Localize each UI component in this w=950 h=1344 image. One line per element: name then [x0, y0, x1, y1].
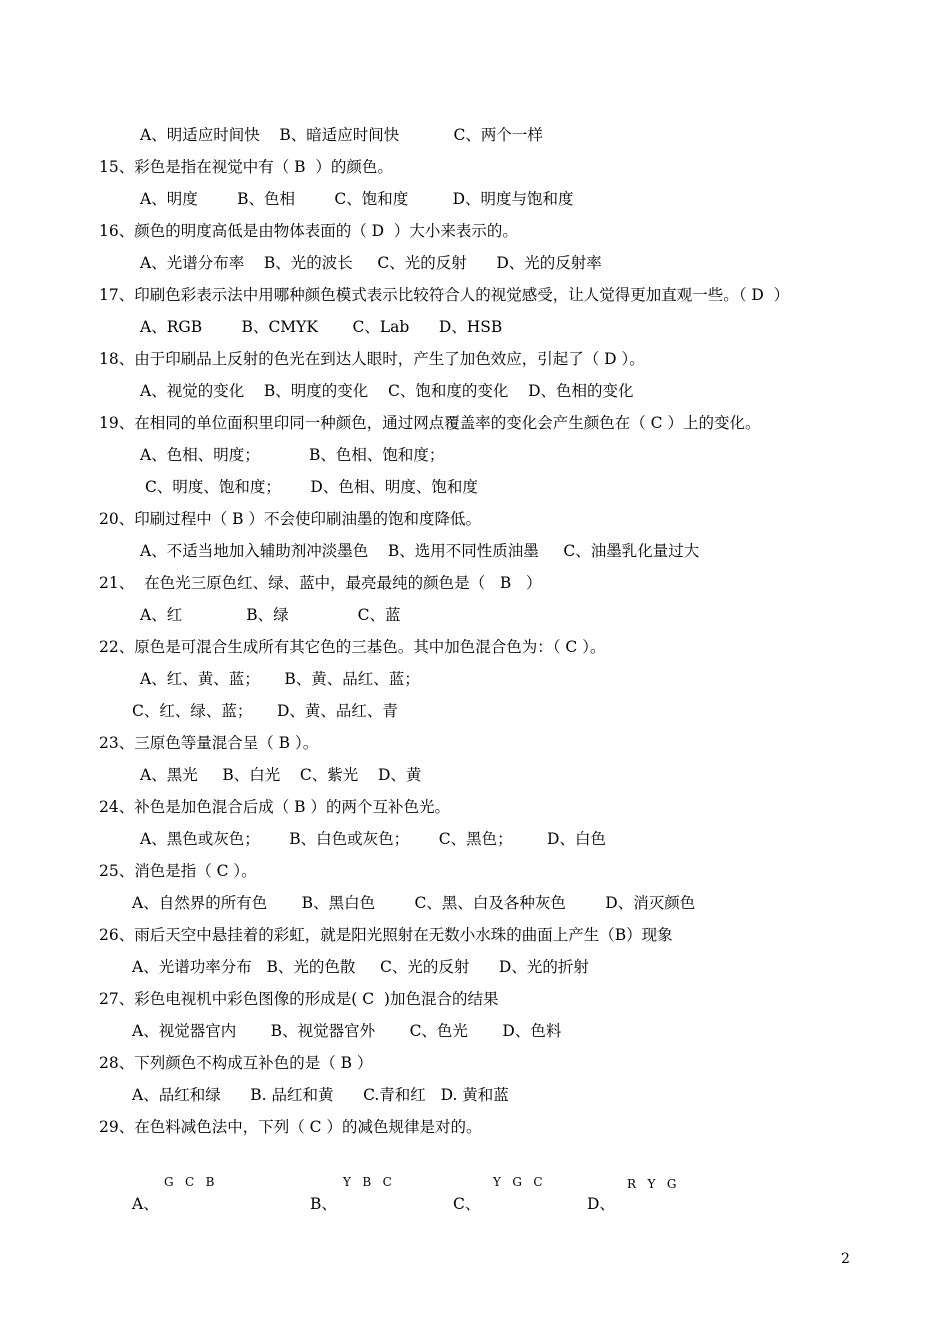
q23-options: A、黑光 B、白光 C、紫光 D、黄: [140, 766, 422, 784]
question-26: 26、雨后天空中悬挂着的彩虹，就是阳光照射在无数小水珠的曲面上产生（B）现象: [99, 926, 673, 944]
q14-options: A、明适应时间快 B、暗适应时间快 C、两个一样: [140, 126, 543, 144]
q27-options: A、视觉器官内 B、视觉器官外 C、色光 D、色料: [132, 1022, 562, 1040]
question-20: 20、印刷过程中（ B ）不会使印刷油墨的饱和度降低。: [99, 510, 481, 528]
q18-options: A、视觉的变化 B、明度的变化 C、饱和度的变化 D、色相的变化: [140, 382, 634, 400]
q16-options: A、光谱分布率 B、光的波长 C、光的反射 D、光的反射率: [140, 254, 602, 272]
q29-option-b-letters: Y B C: [343, 1175, 392, 1189]
q20-options: A、不适当地加入辅助剂冲淡墨色 B、选用不同性质油墨 C、油墨乳化量过大: [140, 542, 700, 560]
question-25: 25、消色是指（ C ）。: [99, 862, 257, 880]
q22-options-1: A、红、黄、蓝； B、黄、品红、蓝；: [140, 670, 420, 688]
q29-option-a-label: A、: [132, 1195, 159, 1213]
q29-option-d-label: D、: [587, 1195, 615, 1213]
question-28: 28、下列颜色不构成互补色的是（ B ）: [99, 1054, 373, 1072]
q28-options: A、品红和绿 B. 品红和黄 C.青和红 D. 黄和蓝: [132, 1086, 509, 1104]
q15-options: A、明度 B、色相 C、饱和度 D、明度与饱和度: [140, 190, 574, 208]
q29-option-c-letters: Y G C: [493, 1175, 543, 1189]
question-21: 21、 在色光三原色红、绿、蓝中，最亮最纯的颜色是（ B ）: [99, 574, 542, 592]
question-29: 29、在色料减色法中，下列（ C ）的减色规律是对的。: [99, 1118, 482, 1136]
q29-option-a-letters: G C B: [164, 1175, 215, 1189]
question-23: 23、三原色等量混合呈（ B ）。: [99, 734, 319, 752]
q29-option-c-label: C、: [453, 1195, 481, 1213]
question-18: 18、由于印刷品上反射的色光在到达人眼时，产生了加色效应，引起了（ D ）。: [99, 350, 645, 368]
q17-options: A、RGB B、CMYK C、Lab D、HSB: [140, 318, 503, 336]
q21-options: A、红 B、绿 C、蓝: [140, 606, 401, 624]
q25-options: A、自然界的所有色 B、黑白色 C、黑、白及各种灰色 D、消灭颜色: [132, 894, 696, 912]
q26-options: A、光谱功率分布 B、光的色散 C、光的反射 D、光的折射: [132, 958, 589, 976]
q29-option-b-label: B、: [310, 1195, 337, 1213]
q24-options: A、黑色或灰色； B、白色或灰色； C、黑色； D、白色: [140, 830, 606, 848]
question-19: 19、在相同的单位面积里印同一种颜色，通过网点覆盖率的变化会产生颜色在（ C ）上的变化。: [99, 414, 761, 432]
q22-options-2: C、红、绿、蓝； D、黄、品红、青: [132, 702, 398, 720]
question-16: 16、颜色的明度高低是由物体表面的（ D ）大小来表示的。: [99, 222, 518, 240]
q29-option-d-letters: R Y G: [627, 1177, 677, 1191]
question-24: 24、补色是加色混合后成（ B ）的两个互补色光。: [99, 798, 450, 816]
q19-options-2: C、明度、饱和度； D、色相、明度、饱和度: [145, 478, 478, 496]
page-number: 2: [841, 1251, 850, 1267]
question-15: 15、彩色是指在视觉中有（ B ）的颜色。: [99, 158, 393, 176]
question-27: 27、彩色电视机中彩色图像的形成是( C )加色混合的结果: [99, 990, 499, 1008]
question-17: 17、印刷色彩表示法中用哪种颜色模式表示比较符合人的视觉感受，让人觉得更加直观一些。（ D ）: [99, 286, 790, 304]
question-22: 22、原色是可混合生成所有其它色的三基色。其中加色混合色为：（ C ）。: [99, 638, 606, 656]
q19-options-1: A、色相、明度； B、色相、饱和度；: [140, 446, 445, 464]
